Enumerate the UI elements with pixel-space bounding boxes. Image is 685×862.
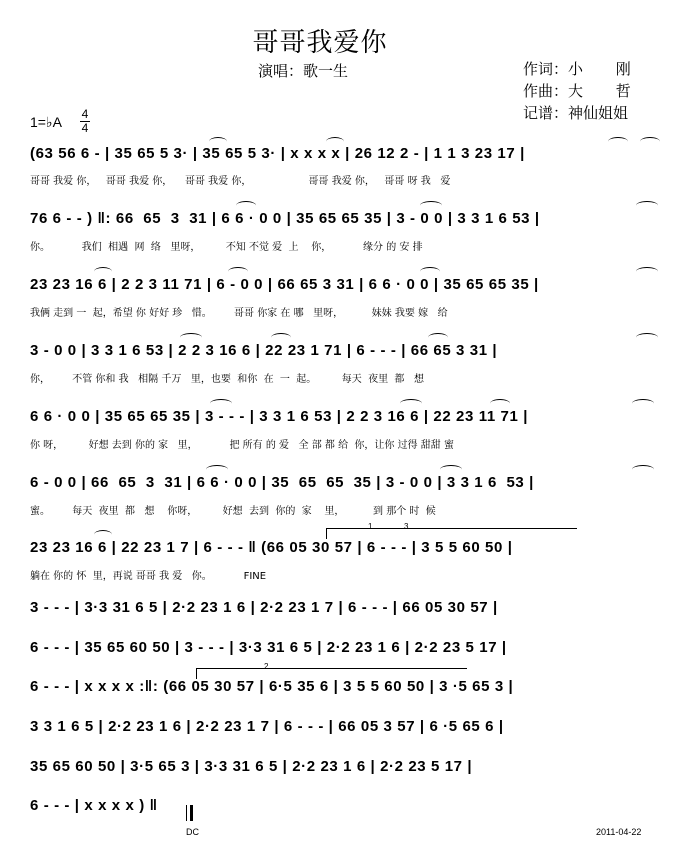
slur bbox=[209, 137, 227, 146]
slur bbox=[608, 137, 628, 146]
composer-credit: 作曲：大 哲 bbox=[523, 82, 645, 100]
volta-number: 3 bbox=[404, 522, 409, 531]
slur bbox=[206, 465, 228, 474]
notation-line-2: 76 6 - - ) ‖: 66 65 3 31 | 6 6 · 0 0 | 35 65 65 35 | 3 - 0 0 | 3 3 1 6 53 | bbox=[30, 210, 540, 227]
slur bbox=[236, 201, 256, 210]
slur bbox=[490, 399, 510, 408]
song-title: 哥哥我爱你 bbox=[252, 28, 388, 58]
volta-number: 1 bbox=[368, 522, 373, 531]
lyricist-credit: 作词：小 刚 bbox=[523, 60, 645, 78]
volta-bracket bbox=[196, 668, 467, 679]
slur bbox=[271, 333, 291, 342]
lyric-line-2: 你。 我们 相遇 网 络 里呀， 不知 不觉 爱 上 你， 缘分 的 安 排 bbox=[30, 242, 423, 253]
notation-line-13: 6 - - - | x x x x ) ‖ bbox=[30, 797, 158, 814]
notation-line-12: 35 65 60 50 | 3·5 65 3 | 3·3 31 6 5 | 2·2 23 1 6 | 2·2 23 5 17 | bbox=[30, 758, 473, 775]
notation-line-3: 23 23 16 6 | 2 2 3 11 71 | 6 - 0 0 | 66 65 3 31 | 6 6 · 0 0 | 35 65 65 35 | bbox=[30, 276, 539, 293]
slur bbox=[428, 333, 448, 342]
slur bbox=[228, 267, 248, 276]
slur bbox=[440, 465, 462, 474]
dc-marking: DC bbox=[186, 827, 199, 837]
notation-line-7: 23 23 16 6 | 22 23 1 7 | 6 - - - ‖ (66 05 30 57 | 6 - - - | 3 5 5 60 50 | bbox=[30, 539, 513, 556]
lyric-line-6: 蜜。 每天 夜里 都 想 你呀， 好想 去到 你的 家 里， 到 那个 时 候 bbox=[30, 506, 436, 517]
notation-line-9: 6 - - - | 35 65 60 50 | 3 - - - | 3·3 31 6 5 | 2·2 23 1 6 | 2·2 23 5 17 | bbox=[30, 639, 507, 656]
transcriber-credit: 记谱：神仙姐姐 bbox=[523, 104, 629, 122]
notation-line-4: 3 - 0 0 | 3 3 1 6 53 | 2 2 3 16 6 | 22 23 1 71 | 6 - - - | 66 65 3 31 | bbox=[30, 342, 498, 359]
slur bbox=[326, 137, 344, 146]
lyric-line-4: 你， 不管 你和 我 相隔 千万 里，也要 和你 在 一 起。 每天 夜里 都 想 bbox=[30, 374, 424, 385]
slur bbox=[180, 333, 202, 342]
slur bbox=[94, 530, 112, 539]
final-barline-thin bbox=[186, 805, 187, 821]
lyric-line-3: 我俩 走到 一 起，希望 你 好好 珍 惜。 哥哥 你家 在 哪 里呀， 妹妹 我要 嫁 给 bbox=[30, 308, 448, 319]
notation-line-11: 3 3 1 6 5 | 2·2 23 1 6 | 2·2 23 1 7 | 6 - - - | 66 05 3 57 | 6 ·5 65 6 | bbox=[30, 718, 504, 735]
notation-line-1: (63 56 6 - | 35 65 5 3· | 35 65 5 3· | x x x x | 26 12 2 - | 1 1 3 23 17 | bbox=[30, 145, 525, 162]
slur bbox=[400, 399, 422, 408]
lyric-line-5: 你 呀， 好想 去到 你的 家 里， 把 所有 的 爱 全 部 都 给 你，让你 过得 甜甜 蜜 bbox=[30, 440, 454, 451]
slur bbox=[640, 137, 660, 146]
slur bbox=[636, 333, 658, 342]
final-barline-thick bbox=[190, 805, 193, 821]
slur bbox=[632, 465, 654, 474]
lyric-line-1: 哥哥 我爱 你， 哥哥 我爱 你， 哥哥 我爱 你， 哥哥 我爱 你， 哥哥 呀 我 爱 bbox=[30, 176, 451, 187]
notation-line-8: 3 - - - | 3·3 31 6 5 | 2·2 23 1 6 | 2·2 23 1 7 | 6 - - - | 66 05 30 57 | bbox=[30, 599, 498, 616]
slur bbox=[420, 201, 442, 210]
slur bbox=[632, 399, 654, 408]
slur bbox=[636, 201, 658, 210]
volta-number: 2 bbox=[264, 662, 269, 671]
slur bbox=[420, 267, 440, 276]
key-signature: 1=♭A bbox=[30, 114, 62, 130]
singer-credit: 演唱：歌一生 bbox=[258, 62, 349, 80]
notation-line-5: 6 6 · 0 0 | 35 65 65 35 | 3 - - - | 3 3 1 6 53 | 2 2 3 16 6 | 22 23 11 71 | bbox=[30, 408, 528, 425]
slur bbox=[636, 267, 658, 276]
slur bbox=[94, 267, 112, 276]
notation-line-10: 6 - - - | x x x x :‖: (66 05 30 57 | 6·5 35 6 | 3 5 5 60 50 | 3 ·5 65 3 | bbox=[30, 678, 514, 695]
slur bbox=[210, 399, 232, 408]
notation-line-6: 6 - 0 0 | 66 65 3 31 | 6 6 · 0 0 | 35 65 65 35 | 3 - 0 0 | 3 3 1 6 53 | bbox=[30, 474, 534, 491]
lyric-line-7: 躺在 你的 怀 里，再说 哥哥 我 爱 你。 FINE bbox=[30, 571, 267, 582]
time-signature: 4 4 bbox=[81, 107, 89, 135]
volta-bracket bbox=[326, 528, 577, 539]
date-stamp: 2011-04-22 bbox=[596, 827, 642, 837]
